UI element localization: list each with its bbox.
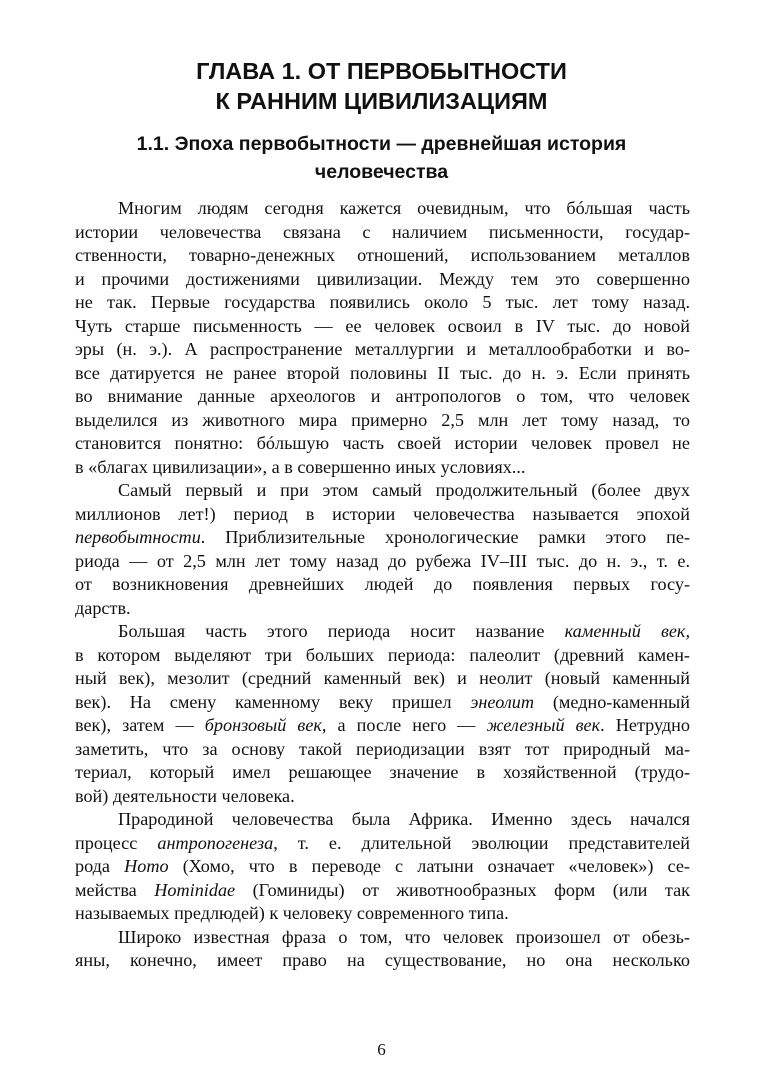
text-line	[75, 902, 690, 926]
text-line	[75, 338, 690, 362]
text-line	[75, 808, 690, 832]
text-run: эры (н. э.). А распространение металлургии и металлообработки и во-	[75, 339, 690, 359]
text-run: , т. е. длительной эволюции представителей	[273, 832, 690, 853]
text-line	[75, 855, 690, 879]
text-run: истории человечества связана с наличием письменности, государ-	[75, 221, 690, 242]
text-run: процесс	[75, 832, 158, 853]
text-run: Прародиной человечества была Африка. Именно здесь начался	[118, 809, 690, 829]
text-run: ный век), мезолит (средний каменный век) и неолит (новый каменный	[75, 668, 690, 688]
paragraph	[75, 479, 690, 620]
italic-term: железный век	[486, 715, 601, 735]
text-run: . Приблизительные хронологические рамки этого пе-	[200, 527, 690, 547]
text-line	[75, 714, 690, 738]
text-run: ственности, товарно-денежных отношений, использованием металлов	[75, 245, 690, 265]
text-line	[75, 691, 690, 715]
text-line	[75, 268, 690, 292]
paragraph	[75, 926, 690, 973]
section-title-line: человечества	[314, 161, 449, 183]
text-line	[75, 573, 690, 597]
text-run: мейства	[75, 879, 155, 900]
text-run: Большая часть этого периода носит название	[118, 621, 565, 641]
text-line	[75, 738, 690, 762]
text-run: век), затем —	[75, 715, 205, 735]
section-title-line: 1.1. Эпоха первобытности — древнейшая история	[136, 133, 627, 155]
text-line	[75, 832, 690, 856]
text-line	[75, 197, 690, 221]
text-run: риода — от 2,5 млн лет тому назад до рубежа IV–III тыс. до н. э., т. е.	[75, 550, 690, 571]
text-run: Чуть старше письменность — ее человек освоил в IV тыс. до новой	[75, 315, 690, 336]
text-run: век). На смену каменному веку пришел	[75, 691, 471, 712]
text-line	[75, 879, 690, 903]
text-run: териал, который имел решающее значение в хозяйственной (трудо-	[75, 762, 690, 782]
text-line	[75, 926, 690, 950]
text-line	[75, 291, 690, 315]
italic-term: Hominidae	[154, 879, 236, 900]
text-run: Широко известная фраза о том, что человек произошел от обезь-	[118, 926, 690, 947]
text-line	[75, 315, 690, 339]
text-run: вой) деятельности человека.	[75, 785, 295, 806]
body-text	[75, 197, 690, 973]
text-line	[75, 597, 690, 621]
text-run: во внимание данные археологов и антропологов о том, что человек	[75, 386, 690, 406]
italic-term: каменный век,	[564, 621, 690, 641]
text-run: и прочими достижениями цивилизации. Между тем это совершенно	[75, 268, 690, 289]
text-run: Самый первый и при этом самый продолжительный (более двух	[118, 480, 690, 500]
italic-term: антропогенеза	[157, 832, 274, 853]
text-run: (Гоминиды) от животнообразных форм (или так	[235, 879, 690, 900]
text-line	[75, 456, 690, 480]
italic-term: первобытности	[75, 527, 201, 547]
paragraph	[75, 808, 690, 926]
chapter-title-line: К РАННИМ ЦИВИЛИЗАЦИЯМ	[215, 88, 548, 114]
text-run: все датируется не ранее второй половины II тыс. до н. э. Если принять	[75, 362, 690, 383]
text-run: , а после него —	[321, 715, 487, 735]
page-number: 6	[377, 1040, 386, 1059]
chapter-title	[60, 56, 703, 116]
italic-term: энеолит	[470, 691, 535, 712]
text-run: выделился из животного мира примерно 2,5 млн лет тому назад, то	[75, 409, 690, 430]
text-line	[75, 644, 690, 668]
text-line	[75, 244, 690, 268]
text-line	[75, 526, 690, 550]
text-line	[75, 550, 690, 574]
text-run: рода	[75, 856, 125, 876]
text-line	[75, 667, 690, 691]
text-line	[75, 761, 690, 785]
text-run: (медно-каменный	[534, 691, 691, 712]
italic-term: Homo	[124, 856, 169, 876]
text-run: в котором выделяют три больших периода: палеолит (древний камен-	[75, 644, 690, 665]
text-run: Многим людям сегодня кажется очевидным, что бóльшая часть	[118, 198, 690, 218]
text-line	[75, 432, 690, 456]
text-run: миллионов лет!) период в истории человечества называется эпохой	[75, 503, 690, 524]
section-title	[60, 130, 703, 186]
text-line	[75, 503, 690, 527]
text-line	[75, 785, 690, 809]
text-line	[75, 221, 690, 245]
text-line	[75, 479, 690, 503]
text-line	[75, 949, 690, 973]
text-run: . Нетрудно	[600, 715, 691, 735]
text-run: в «благах цивилизации», а в совершенно иных условиях...	[75, 456, 526, 477]
text-run: заметить, что за основу такой периодизации взят тот природный ма-	[75, 738, 690, 759]
chapter-title-line: ГЛАВА 1. ОТ ПЕРВОБЫТНОСТИ	[196, 58, 567, 84]
text-run: от возникновения древнейших людей до появления первых госу-	[75, 574, 690, 594]
text-run: яны, конечно, имеет право на существование, но она несколько	[75, 950, 690, 970]
text-line	[75, 385, 690, 409]
text-run: дарств.	[75, 597, 131, 618]
text-line	[75, 362, 690, 386]
text-run: называемых предлюдей) к человеку современного типа.	[75, 903, 509, 923]
paragraph	[75, 620, 690, 808]
text-run: (Хомо, что в переводе с латыни означает «человек») се-	[168, 856, 690, 876]
text-line	[75, 620, 690, 644]
italic-term: бронзовый век	[204, 715, 322, 735]
text-run: не так. Первые государства появились около 5 тыс. лет тому назад.	[75, 292, 690, 312]
text-run: становится понятно: бóльшую часть своей истории человек провел не	[75, 433, 690, 453]
text-line	[75, 409, 690, 433]
paragraph	[75, 197, 690, 479]
